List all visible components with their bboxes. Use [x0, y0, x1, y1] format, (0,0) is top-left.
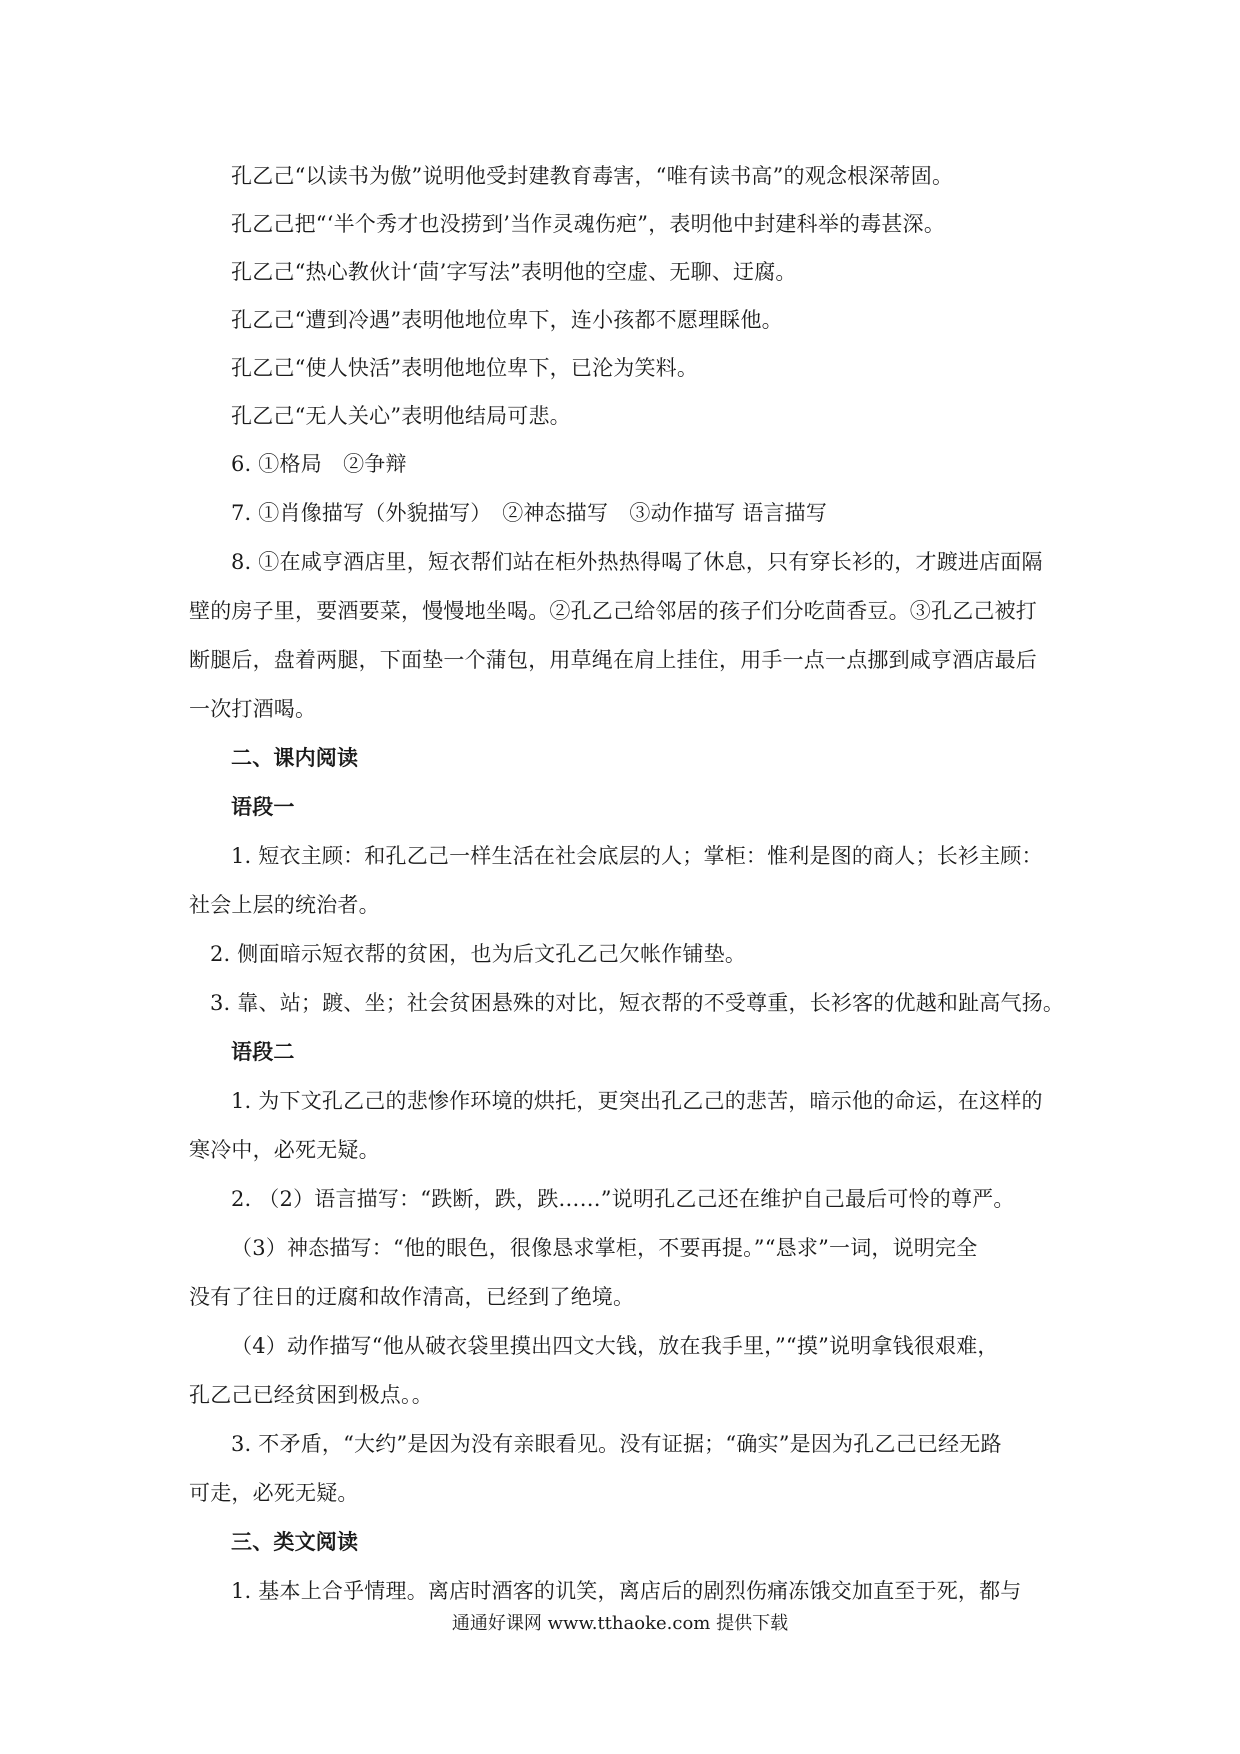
- section-heading: 三、类文阅读: [231, 1530, 359, 1554]
- page-footer: 通通好课网 www.tthaoke.com 提供下载: [451, 1613, 789, 1634]
- text-line: 断腿后，盘着两腿，下面垫一个蒲包，用草绳在肩上挂住，用手一点一点挪到咸亨酒店最后: [189, 648, 1037, 672]
- text-line: 1. 为下文孔乙己的悲惨作环境的烘托，更突出孔乙己的悲苦，暗示他的命运，在这样的: [231, 1089, 1043, 1113]
- text-line: 孔乙己“以读书为傲”说明他受封建教育毒害，“唯有读书高”的观念根深蒂固。: [231, 164, 954, 188]
- text-line: （4）动作描写“他从破衣袋里摸出四文大钱，放在我手里，”“摸”说明拿钱很艰难，: [231, 1334, 999, 1358]
- text-line: 3. 靠、站；踱、坐；社会贫困悬殊的对比，短衣帮的不受尊重，长衫客的优越和趾高气扬。: [210, 991, 1065, 1015]
- text-line: 3. 不矛盾，“大约”是因为没有亲眼看见。没有证据；“确实”是因为孔乙己已经无路: [231, 1432, 1002, 1456]
- subsection-heading: 语段一: [231, 795, 295, 819]
- text-line: 8. ①在咸亨酒店里，短衣帮们站在柜外热热得喝了休息，只有穿长衫的，才踱进店面隔: [231, 550, 1043, 574]
- text-line: 孔乙己“无人关心”表明他结局可悲。: [231, 404, 571, 428]
- text-line: 一次打酒喝。: [189, 697, 317, 721]
- text-line: 孔乙己“遭到冷遇”表明他地位卑下，连小孩都不愿理睬他。: [231, 308, 783, 332]
- text-line: 孔乙己“使人快活”表明他地位卑下，已沦为笑料。: [231, 356, 699, 380]
- text-line: 寒冷中，必死无疑。: [189, 1138, 380, 1162]
- text-line: 社会上层的统治者。: [189, 893, 380, 917]
- text-line: 孔乙己已经贫困到极点。。: [189, 1383, 433, 1407]
- text-line: 2. 侧面暗示短衣帮的贫困，也为后文孔乙己欠帐作铺垫。: [210, 942, 747, 966]
- text-line: 6. ①格局 ②争辩: [231, 452, 407, 476]
- text-line: 7. ①肖像描写（外貌描写） ②神态描写 ③动作描写 语言描写: [231, 501, 828, 525]
- text-line: 孔乙己把“‘半个秀才也没捞到’当作灵魂伤疤”，表明他中封建科举的毒甚深。: [231, 212, 946, 236]
- section-heading: 二、课内阅读: [231, 746, 359, 770]
- text-line: 2. （2）语言描写：“跌断，跌，跌……”说明孔乙己还在维护自己最后可怜的尊严。: [231, 1187, 1015, 1211]
- text-line: 壁的房子里，要酒要菜，慢慢地坐喝。②孔乙己给邻居的孩子们分吃茴香豆。③孔乙己被打: [189, 599, 1037, 623]
- text-line: 没有了往日的迂腐和故作清高，已经到了绝境。: [189, 1285, 635, 1309]
- text-line: 孔乙己“热心教伙计‘茴’字写法”表明他的空虚、无聊、迂腐。: [231, 260, 797, 284]
- text-line: 1. 基本上合乎情理。离店时酒客的讥笑，离店后的剧烈伤痛冻饿交加直至于死，都与: [231, 1579, 1022, 1603]
- text-line: （3）神态描写：“他的眼色，很像恳求掌柜，不要再提。”“恳求”一词，说明完全: [231, 1236, 978, 1260]
- subsection-heading: 语段二: [231, 1040, 295, 1064]
- text-line: 可走，必死无疑。: [189, 1481, 359, 1505]
- text-line: 1. 短衣主顾：和孔乙己一样生活在社会底层的人；掌柜：惟利是图的商人；长衫主顾：: [231, 844, 1043, 868]
